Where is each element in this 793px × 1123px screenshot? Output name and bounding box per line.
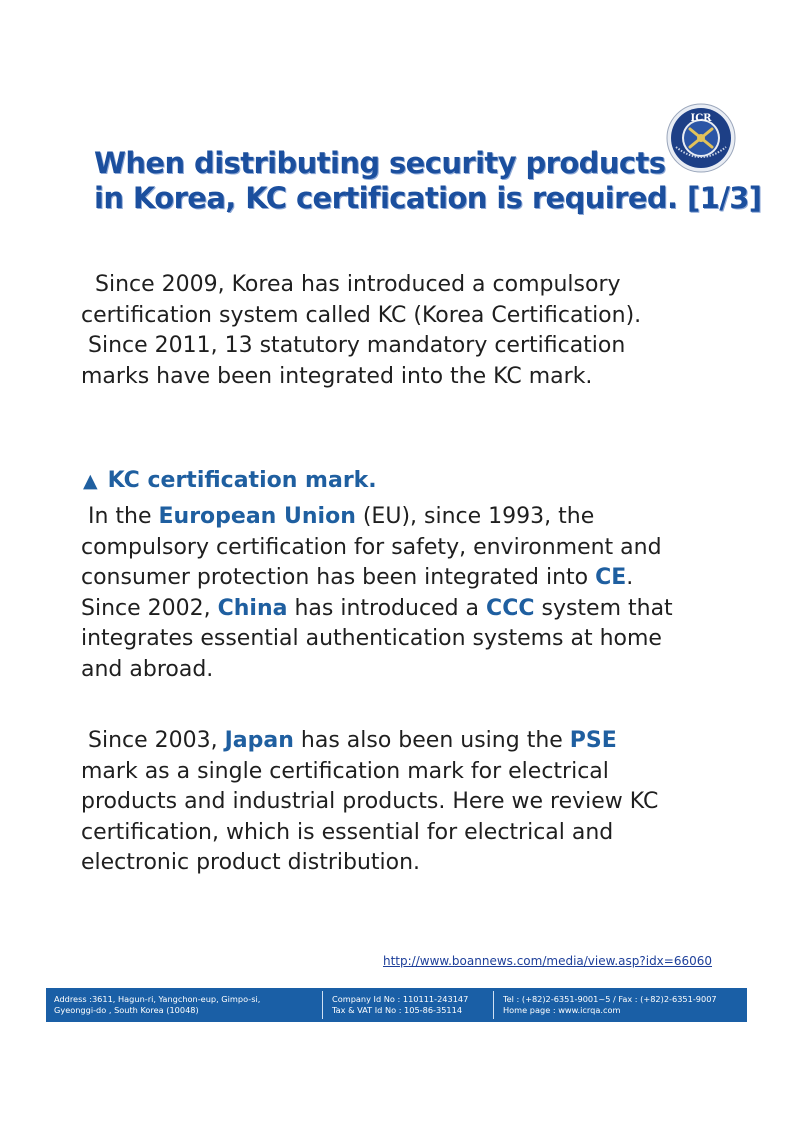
intro-line-3: Since 2011, 13 statutory mandatory certification xyxy=(81,333,626,358)
para3-line-5: electronic product distribution. xyxy=(81,850,421,875)
title-line-2: in Korea, KC certification is required. [1/3] xyxy=(94,181,762,215)
para2-line-1: In the European Union (EU), since 1993, the xyxy=(81,504,595,529)
footer-bar xyxy=(46,988,747,1022)
footer-company-ids: Company Id No : 110111-243147 Tax & VAT Id No : 105-86-35114 xyxy=(332,994,469,1015)
para3-line-3: products and industrial products. Here we review KC xyxy=(81,789,659,814)
intro-line-4: marks have been integrated into the KC mark. xyxy=(81,363,593,389)
intro-line-1: Since 2009, Korea has introduced a compulsory xyxy=(81,272,621,297)
china-highlight: China xyxy=(217,595,288,621)
footer-address: Address :3611, Hagun-ri, Yangchon-eup, Gimpo-si, Gyeonggi-do , South Korea (10048) xyxy=(54,994,261,1015)
japan-paragraph xyxy=(81,726,658,879)
kc-mark-label: KC certification mark. xyxy=(107,468,377,493)
svg-text:ICR: ICR xyxy=(690,113,712,124)
para2-line-6: and abroad. xyxy=(81,656,214,682)
kc-mark-heading xyxy=(83,466,377,496)
page-title xyxy=(94,146,761,216)
pse-highlight: PSE xyxy=(569,728,617,753)
ce-highlight: CE xyxy=(595,565,627,590)
japan-highlight: Japan xyxy=(224,728,294,753)
para3-line-4: certification, which is essential for electrical and xyxy=(81,819,614,845)
para2-line-2: compulsory certification for safety, environment and xyxy=(81,534,662,560)
para3-line-2: mark as a single certification mark for electrical xyxy=(81,758,609,784)
intro-paragraph xyxy=(81,270,641,392)
footer-contact: Tel : (+82)2-6351-9001~5 / Fax : (+82)2-6351-9007 Home page : www.icrqa.com xyxy=(503,994,717,1015)
title-line-1: When distributing security products xyxy=(94,146,666,180)
para2-line-4: Since 2002, China has introduced a CCC system that xyxy=(81,595,673,621)
eu-highlight: European Union xyxy=(158,504,356,529)
source-link[interactable]: http://www.boannews.com/media/view.asp?idx=66060 xyxy=(383,954,713,968)
triangle-up-icon: ▲ xyxy=(83,470,98,492)
eu-china-paragraph xyxy=(81,502,673,685)
para2-line-3: consumer protection has been integrated into CE. xyxy=(81,565,634,590)
footer-divider xyxy=(493,991,494,1019)
para3-line-1: Since 2003, Japan has also been using the PSE xyxy=(81,728,617,753)
intro-line-2: certification system called KC (Korea Certification). xyxy=(81,302,642,328)
para2-line-5: integrates essential authentication systems at home xyxy=(81,626,662,651)
ccc-highlight: CCC xyxy=(486,595,535,621)
footer-divider xyxy=(322,991,323,1019)
